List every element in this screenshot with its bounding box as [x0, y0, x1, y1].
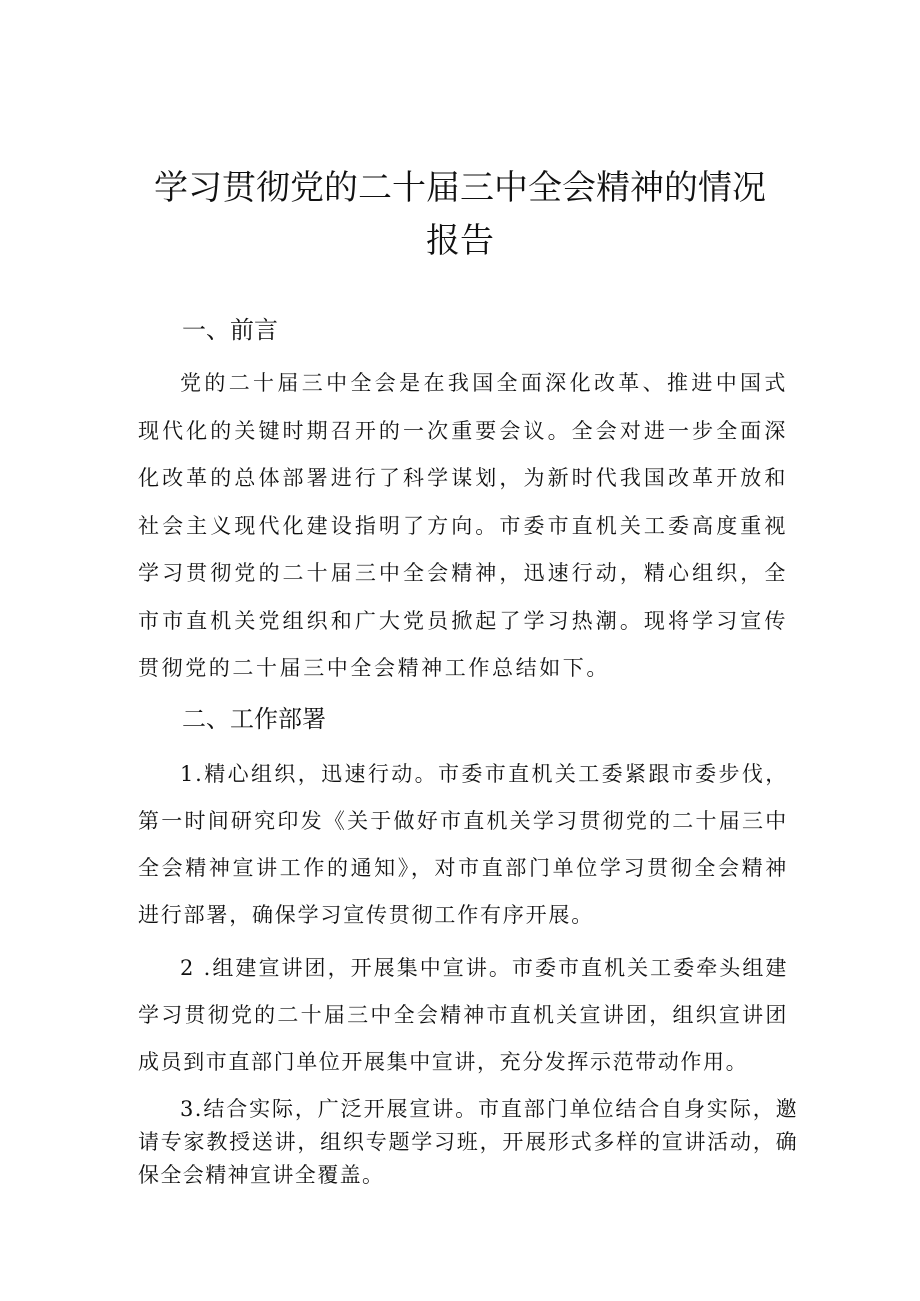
- document-title-line-1: 学习贯彻党的二十届三中全会精神的情况: [154, 168, 766, 208]
- section-heading-preface: 一、前言: [182, 316, 278, 344]
- document-title-line-2: 报告: [426, 221, 494, 261]
- work-item-3: 3.结合实际，广泛开展宣讲。市直部门单位结合自身实际，邀请专家教授送讲，组织专题学习班，开展形式多样的宣讲活动，确保全会精神宣讲全覆盖。: [138, 1097, 798, 1187]
- section-heading-work-deployment: 二、工作部署: [182, 705, 326, 733]
- work-item-2: 2 .组建宣讲团，开展集中宣讲。市委市直机关工委牵头组建学习贯彻党的二十届三中全会精神市直机关宣讲团，组织宣讲团成员到市直部门单位开展集中宣讲，充分发挥示范带动作用。: [138, 956, 788, 1074]
- work-item-1: 1.精心组织，迅速行动。市委市直机关工委紧跟市委步伐，第一时间研究印发《关于做好市直机关学习贯彻党的二十届三中全会精神宣讲工作的通知》，对市直部门单位学习贯彻全会精神进行部署，确保学习宣传贯彻工作有序开展。: [138, 762, 788, 927]
- preface-paragraph: 党的二十届三中全会是在我国全面深化改革、推进中国式现代化的关键时期召开的一次重要会议。全会对进一步全面深化改革的总体部署进行了科学谋划，为新时代我国改革开放和社会主义现代化建设指明了方向。市委市直机关工委高度重视学习贯彻党的二十届三中全会精神，迅速行动，精心组织，全市市直机关党组织和广大党员掀起了学习热潮。现将学习宣传贯彻党的二十届三中全会精神工作总结如下。: [138, 371, 788, 680]
